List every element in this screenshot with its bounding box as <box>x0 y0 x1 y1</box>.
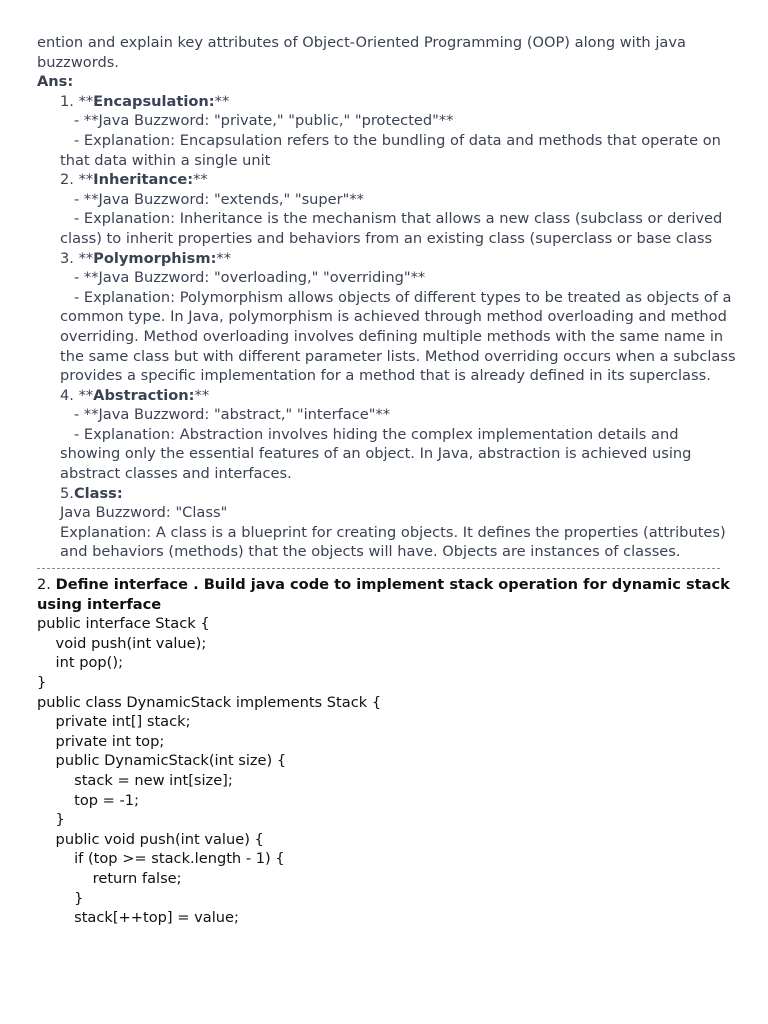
item-title: Abstraction: <box>93 386 195 404</box>
item-title: Encapsulation: <box>93 92 215 110</box>
item-title: Class: <box>73 484 123 502</box>
item-explanation: Explanation: A class is a blueprint for creating objects. It defines the properties (attributes) and behaviors (methods) that the objects will have. Objects are instances of classes. <box>60 523 726 561</box>
code-line: public class DynamicStack implements Stack { <box>37 693 382 711</box>
item-heading <box>37 386 737 406</box>
code-line: stack[++top] = value; <box>37 909 239 927</box>
item-heading <box>37 249 737 269</box>
code-line: public interface Stack { <box>37 615 210 633</box>
item-heading <box>37 170 737 190</box>
answer-label: Ans: <box>37 73 74 91</box>
code-line: int pop(); <box>37 654 123 672</box>
code-block <box>37 614 737 928</box>
item-title: Inheritance: <box>93 171 194 189</box>
list-item <box>37 170 737 248</box>
item-number: 5. <box>60 484 74 502</box>
item-explanation: - Explanation: Encapsulation refers to the bundling of data and methods that operate on that data within a single unit <box>60 131 721 169</box>
code-line: return false; <box>37 869 182 887</box>
item-buzzword: - **Java Buzzword: "abstract," "interface"** <box>74 406 391 424</box>
item-buzzword: Java Buzzword: "Class" <box>60 504 228 522</box>
item-suffix: ** <box>216 249 232 267</box>
item-number: 3. ** <box>60 249 94 267</box>
code-line: public void push(int value) { <box>37 830 264 848</box>
document-page <box>37 33 737 928</box>
section-divider <box>37 568 720 570</box>
item-explanation: - Explanation: Abstraction involves hiding the complex implementation details and showing only the essential features of an object. In Java, abstraction is achieved using abstract classes and interfaces. <box>60 425 692 483</box>
list-item <box>37 484 737 562</box>
item-buzzword: - **Java Buzzword: "overloading," "overriding"** <box>74 269 426 287</box>
code-line: top = -1; <box>37 791 139 809</box>
code-line: stack = new int[size]; <box>37 771 233 789</box>
item-heading <box>37 484 737 504</box>
item-number: 2. ** <box>60 171 94 189</box>
item-explanation: - Explanation: Inheritance is the mechanism that allows a new class (subclass or derived class) to inherit properties and behaviors from an existing class (superclass or base class <box>60 210 723 247</box>
code-line: } <box>37 889 84 907</box>
code-line: void push(int value); <box>37 634 207 652</box>
list-item <box>37 92 737 170</box>
code-line: } <box>37 811 65 829</box>
question-1-intro: ention and explain key attributes of Object-Oriented Programming (OOP) along with java buzzwords. <box>37 34 686 71</box>
list-item <box>37 249 737 386</box>
code-line: private int[] stack; <box>37 713 191 731</box>
item-explanation: - Explanation: Polymorphism allows objects of different types to be treated as objects of a common type. In Java, polymorphism is achieved through method overloading and method overriding. Method overloading involves defining multiple methods with the same name in the same class but with different parameter lists. Method overriding occurs when a subclass provides a specific implementation for a method that is already defined in its superclass. <box>60 288 736 385</box>
item-number: 1. ** <box>60 92 94 110</box>
item-buzzword: - **Java Buzzword: "extends," "super"** <box>74 190 364 208</box>
item-suffix: ** <box>193 171 208 189</box>
list-item <box>37 386 737 484</box>
item-suffix: ** <box>214 92 230 110</box>
code-line: public DynamicStack(int size) { <box>37 752 287 770</box>
question-title: Define interface . Build java code to implement stack operation for dynamic stack using interface <box>37 576 730 613</box>
code-line: private int top; <box>37 732 165 750</box>
item-buzzword: - **Java Buzzword: "private," "public," "protected"** <box>74 112 454 130</box>
item-suffix: ** <box>194 386 210 404</box>
code-line: if (top >= stack.length - 1) { <box>37 850 285 868</box>
item-number: 4. ** <box>60 386 94 404</box>
code-line: } <box>37 674 47 691</box>
question-number: 2. <box>37 576 56 594</box>
question-2-heading <box>37 575 737 614</box>
item-heading <box>37 92 737 112</box>
item-title: Polymorphism: <box>93 249 217 267</box>
